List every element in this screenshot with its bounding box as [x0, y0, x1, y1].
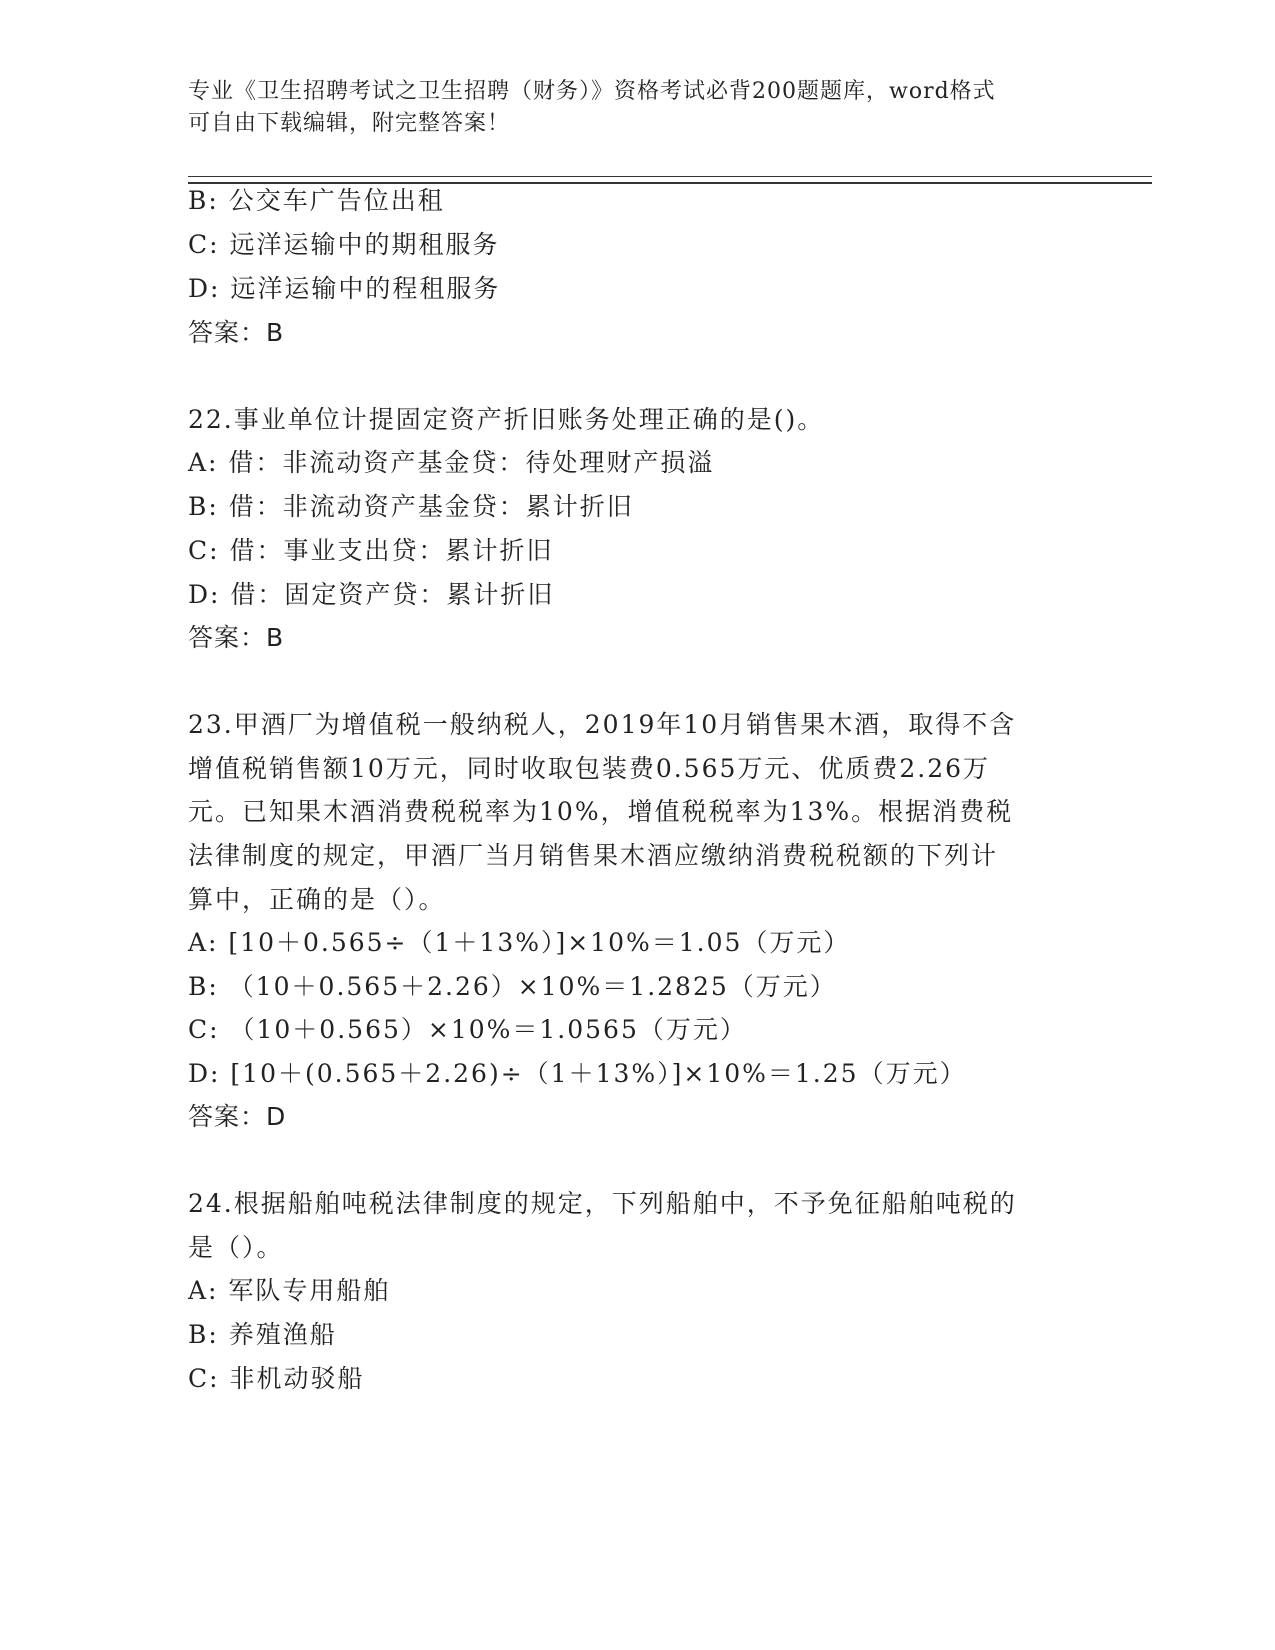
header-line-1: 专业《卫生招聘考试之卫生招聘（财务）》资格考试必背200题题库，word格式 [188, 79, 996, 104]
q21-answer: 答案：B [188, 318, 285, 347]
q23-question-line-2: 增值税销售额10万元，同时收取包装费0.565万元、优质费2.26万 [188, 754, 991, 783]
q23-option-a: A: [10＋0.565÷（1＋13%）]×10%＝1.05（万元） [188, 928, 851, 957]
q23-answer: 答案：D [188, 1102, 287, 1131]
q22-question: 22.事业单位计提固定资产折旧账务处理正确的是()。 [188, 405, 825, 434]
q22-answer: 答案：B [188, 623, 285, 652]
q21-option-d: D: 远洋运输中的程租服务 [188, 274, 501, 303]
q24-option-c: C: 非机动驳船 [188, 1364, 365, 1393]
q23-question-line-5: 算中，正确的是（）。 [188, 885, 446, 914]
q21-option-b: B: 公交车广告位出租 [188, 186, 445, 215]
q23-question-line-1: 23.甲酒厂为增值税一般纳税人，2019年10月销售果木酒，取得不含 [188, 710, 1017, 739]
q21-option-c: C: 远洋运输中的期租服务 [188, 230, 500, 259]
q22-option-c: C: 借：事业支出贷：累计折旧 [188, 536, 554, 565]
q24-question-line-2: 是（）。 [188, 1233, 284, 1262]
q24-option-a: A: 军队专用船舶 [188, 1276, 391, 1305]
q24-option-b: B: 养殖渔船 [188, 1320, 337, 1349]
q23-option-b: B: （10＋0.565＋2.26）×10%＝1.2825（万元） [188, 972, 837, 1001]
q23-option-d: D: [10＋(0.565＋2.26)÷（1＋13%）]×10%＝1.25（万元） [188, 1059, 967, 1088]
document-header [188, 76, 1088, 140]
header-line-2: 可自由下载编辑，附完整答案！ [188, 111, 511, 136]
q23-question-line-4: 法律制度的规定，甲酒厂当月销售果木酒应缴纳消费税税额的下列计 [188, 841, 999, 870]
q22-option-a: A: 借：非流动资产基金贷：待处理财产损溢 [188, 448, 715, 477]
q23-option-c: C: （10＋0.565）×10%＝1.0565（万元） [188, 1015, 747, 1044]
q24-question-line-1: 24.根据船舶吨税法律制度的规定，下列船舶中，不予免征船舶吨税的 [188, 1189, 1017, 1218]
q23-question-line-3: 元。已知果木酒消费税税率为10%，增值税税率为13%。根据消费税 [188, 797, 1014, 826]
q22-option-d: D: 借：固定资产贷：累计折旧 [188, 580, 555, 609]
header-divider [188, 176, 1152, 184]
q22-option-b: B: 借：非流动资产基金贷：累计折旧 [188, 492, 634, 521]
